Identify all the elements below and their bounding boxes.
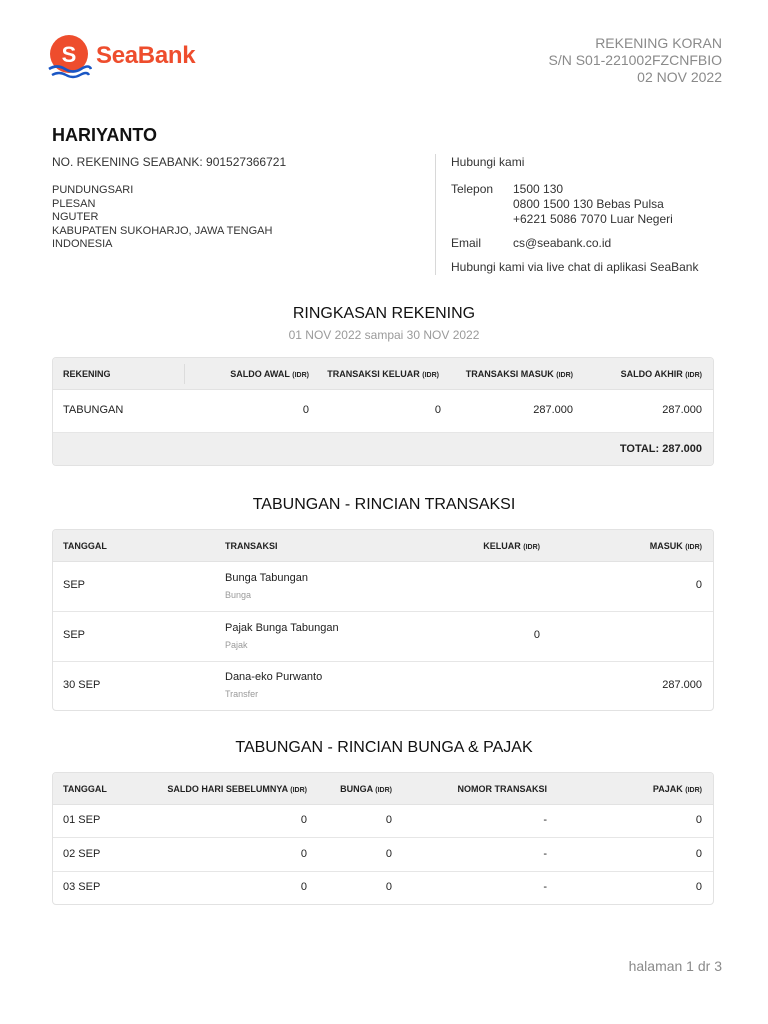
transaction-name: Pajak Bunga Tabungan <box>225 622 339 634</box>
col-prev-balance: SALDO HARI SEBELUMNYA (IDR) <box>167 784 307 794</box>
interest-table <box>52 772 714 905</box>
phone-label: Telepon <box>451 182 494 196</box>
document-meta <box>548 35 722 86</box>
table-row <box>53 805 713 838</box>
cell-interest: 0 <box>385 814 392 826</box>
cell-date: 03 SEP <box>63 881 101 893</box>
cell-account: TABUNGAN <box>63 404 124 416</box>
cell-in: 287.000 <box>662 679 702 691</box>
cell-description <box>225 572 308 600</box>
phone-number[interactable]: 0800 1500 130 Bebas Pulsa <box>513 197 664 211</box>
summary-period: 01 NOV 2022 sampai 30 NOV 2022 <box>288 328 480 342</box>
transaction-type: Pajak <box>225 640 248 650</box>
account-holder-name: HARIYANTO <box>52 125 158 145</box>
transaction-type: Bunga <box>225 590 252 600</box>
transaction-type: Transfer <box>225 689 259 699</box>
document-serial: S/N S01-221002FZCNFBIO <box>548 52 722 68</box>
table-row <box>53 838 713 872</box>
svg-text:S: S <box>61 42 77 67</box>
account-number: NO. REKENING SEABANK: 901527366721 <box>52 155 287 169</box>
live-chat-note: Hubungi kami via live chat di aplikasi SeaBank <box>451 260 699 274</box>
col-debit: TRANSAKSI KELUAR (IDR) <box>327 369 439 379</box>
cell-credit: 287.000 <box>533 404 573 416</box>
document-type: REKENING KORAN <box>595 35 722 51</box>
col-date: TANGGAL <box>63 784 107 794</box>
cell-tax: 0 <box>695 814 702 826</box>
summary-total-row <box>53 433 713 465</box>
summary-table-header <box>53 358 713 390</box>
cell-txn-number: - <box>543 881 547 893</box>
contact-panel <box>435 154 725 275</box>
cell-opening: 0 <box>302 404 309 416</box>
interest-title: TABUNGAN - RINCIAN BUNGA & PAJAK <box>235 739 533 756</box>
email-link[interactable]: cs@seabank.co.id <box>513 236 612 250</box>
cell-tax: 0 <box>695 881 702 893</box>
contact-heading: Hubungi kami <box>451 155 525 169</box>
cell-debit: 0 <box>434 404 441 416</box>
document-date: 02 NOV 2022 <box>637 69 722 85</box>
address-line: PLESAN <box>52 197 96 210</box>
col-out: KELUAR (IDR) <box>483 541 540 551</box>
cell-description <box>225 671 322 699</box>
table-row <box>53 612 713 662</box>
cell-txn-number: - <box>543 848 547 860</box>
col-in: MASUK (IDR) <box>649 541 702 551</box>
cell-date: 02 SEP <box>63 848 101 860</box>
column-divider <box>184 364 185 384</box>
cell-date: 01 SEP <box>63 814 101 826</box>
col-credit: TRANSAKSI MASUK (IDR) <box>465 369 573 379</box>
cell-description <box>225 622 339 650</box>
col-closing: SALDO AKHIR (IDR) <box>620 369 702 379</box>
address-line: PUNDUNGSARI <box>52 184 134 196</box>
col-description: TRANSAKSI <box>225 541 278 551</box>
cell-tax: 0 <box>695 848 702 860</box>
table-row <box>53 390 713 433</box>
transactions-table <box>52 529 714 711</box>
seabank-logo <box>46 33 195 79</box>
cell-out: 0 <box>533 629 540 641</box>
col-account: REKENING <box>63 369 111 379</box>
seabank-logo-icon <box>46 33 92 79</box>
table-row <box>53 872 713 904</box>
address-line: INDONESIA <box>52 238 113 250</box>
col-date: TANGGAL <box>63 541 107 551</box>
transaction-name: Bunga Tabungan <box>225 572 308 584</box>
col-interest: BUNGA (IDR) <box>340 784 392 794</box>
summary-table <box>52 357 714 466</box>
brand-name: SeaBank <box>96 42 196 69</box>
phone-number[interactable]: +6221 5086 7070 Luar Negeri <box>513 212 673 226</box>
interest-table-header <box>53 773 713 805</box>
summary-total: TOTAL: 287.000 <box>619 443 702 455</box>
cell-in: 0 <box>695 579 702 591</box>
cell-date: SEP <box>63 579 86 591</box>
address-line: KABUPATEN SUKOHARJO, JAWA TENGAH <box>52 224 273 237</box>
cell-prev-balance: 0 <box>300 848 307 860</box>
cell-date: 30 SEP <box>63 679 101 691</box>
email-label: Email <box>451 236 482 250</box>
cell-closing: 287.000 <box>662 404 702 416</box>
cell-interest: 0 <box>385 848 392 860</box>
table-row <box>53 562 713 612</box>
summary-title: RINGKASAN REKENING <box>292 305 476 322</box>
address-line: NGUTER <box>52 211 99 223</box>
table-row <box>53 662 713 710</box>
transactions-table-header <box>53 530 713 562</box>
cell-date: SEP <box>63 629 86 641</box>
cell-prev-balance: 0 <box>300 881 307 893</box>
cell-prev-balance: 0 <box>300 814 307 826</box>
phone-numbers <box>513 182 673 227</box>
col-txn-number: NOMOR TRANSAKSI <box>457 784 547 794</box>
page-number: halaman 1 dr 3 <box>628 958 722 974</box>
transaction-name: Dana-eko Purwanto <box>225 671 323 683</box>
cell-txn-number: - <box>543 814 547 826</box>
transactions-title: TABUNGAN - RINCIAN TRANSAKSI <box>252 496 516 513</box>
col-tax: PAJAK (IDR) <box>652 784 702 794</box>
holder-address <box>52 184 272 252</box>
phone-number[interactable]: 1500 130 <box>513 182 564 196</box>
col-opening: SALDO AWAL (IDR) <box>230 369 309 379</box>
cell-interest: 0 <box>385 881 392 893</box>
